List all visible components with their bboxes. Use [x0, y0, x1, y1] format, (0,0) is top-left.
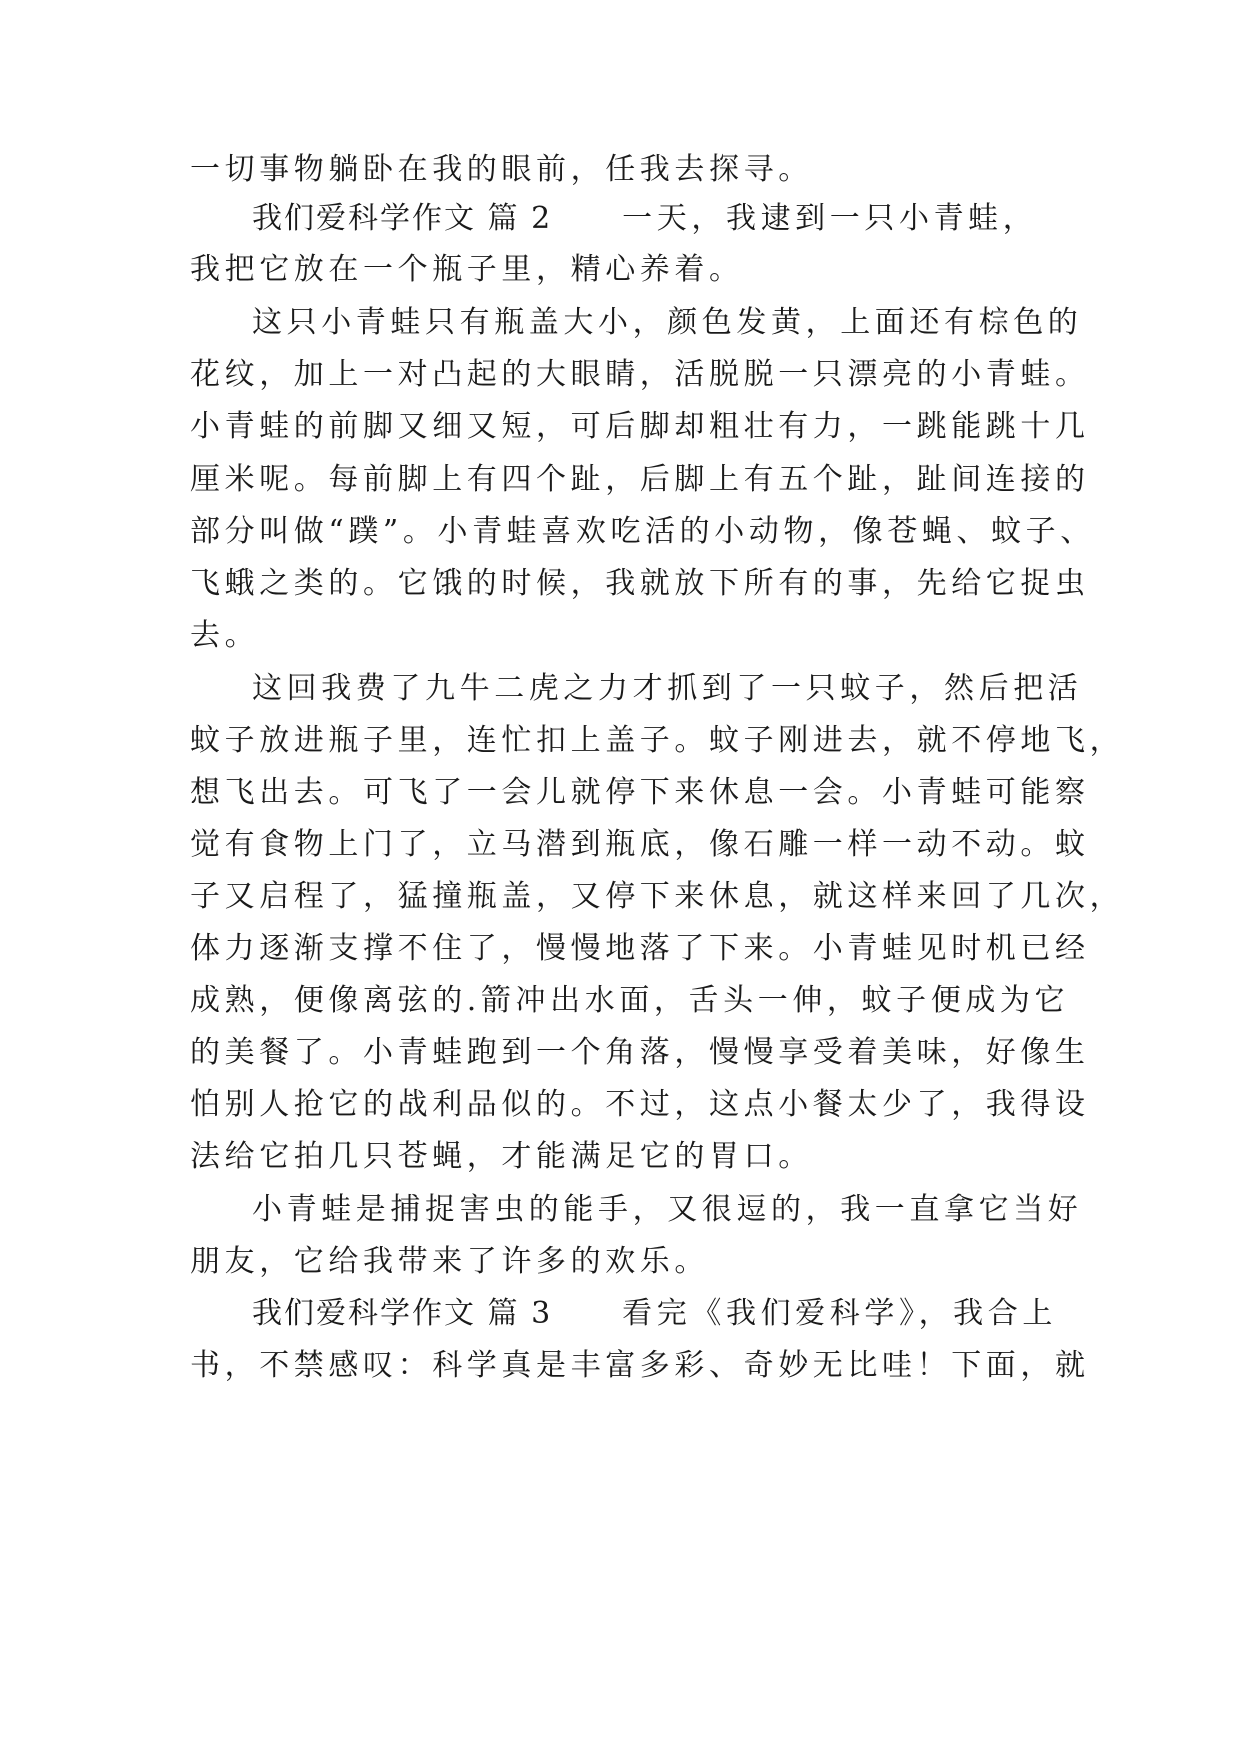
text-line: 小青蛙是捕捉害虫的能手，又很逗的，我一直拿它当好 — [252, 1192, 1083, 1227]
text-line: 这回我费了九牛二虎之力才抓到了一只蚊子，然后把活 — [252, 671, 1083, 706]
text-line: 觉有食物上门了，立马潜到瓶底，像石雕一样一动不动。蚊 — [190, 827, 1090, 862]
text-line: 小青蛙的前脚又细又短，可后脚却粗壮有力，一跳能跳十几 — [190, 409, 1090, 444]
text-line: 书，不禁感叹：科学真是丰富多彩、奇妙无比哇！下面，就 — [190, 1348, 1090, 1383]
text-line: 这只小青蛙只有瓶盖大小，颜色发黄，上面还有棕色的 — [252, 305, 1083, 340]
text-line: 一切事物躺卧在我的眼前，任我去探寻。 — [190, 152, 813, 187]
text-line: 蚊子放进瓶子里，连忙扣上盖子。蚊子刚进去，就不停地飞， — [190, 723, 1125, 758]
text-line: 朋友，它给我带来了许多的欢乐。 — [190, 1244, 709, 1279]
text-line: 部分叫做“蹼”。小青蛙喜欢吃活的小动物，像苍蝇、蚊子、 — [190, 514, 1095, 549]
text-line: 想飞出去。可飞了一会儿就停下来休息一会。小青蛙可能察 — [190, 775, 1090, 810]
text-line: 花纹，加上一对凸起的大眼睛，活脱脱一只漂亮的小青蛙。 — [190, 357, 1090, 392]
text-line: 法给它拍几只苍蝇，才能满足它的胃口。 — [190, 1139, 813, 1174]
text-line: 厘米呢。每前脚上有四个趾，后脚上有五个趾，趾间连接的 — [190, 462, 1090, 497]
text-line: 去。 — [190, 618, 260, 653]
text-line: 的美餐了。小青蛙跑到一个角落，慢慢享受着美味，好像生 — [190, 1035, 1090, 1070]
section-heading: 我们爱科学作文 篇 2 — [252, 201, 553, 236]
text-run: 一天，我逮到一只小青蛙， — [622, 201, 1038, 236]
text-line: 体力逐渐支撑不住了，慢慢地落了下来。小青蛙见时机已经 — [190, 931, 1090, 966]
text-line: 飞蛾之类的。它饿的时候，我就放下所有的事，先给它捉虫 — [190, 566, 1090, 601]
section-heading-line — [252, 1294, 1122, 1334]
text-run: 看完《我们爱科学》，我合上 — [622, 1296, 1057, 1331]
text-line: 我把它放在一个瓶子里，精心养着。 — [190, 252, 744, 287]
section-heading-line — [252, 199, 1122, 239]
text-line: 怕别人抢它的战利品似的。不过，这点小餐太少了，我得设 — [190, 1087, 1090, 1122]
section-heading: 我们爱科学作文 篇 3 — [252, 1296, 553, 1331]
text-line: 子又启程了，猛撞瓶盖，又停下来休息，就这样来回了几次， — [190, 879, 1125, 914]
text-line: 成熟，便像离弦的.箭冲出水面，舌头一伸，蚊子便成为它 — [190, 983, 1070, 1018]
